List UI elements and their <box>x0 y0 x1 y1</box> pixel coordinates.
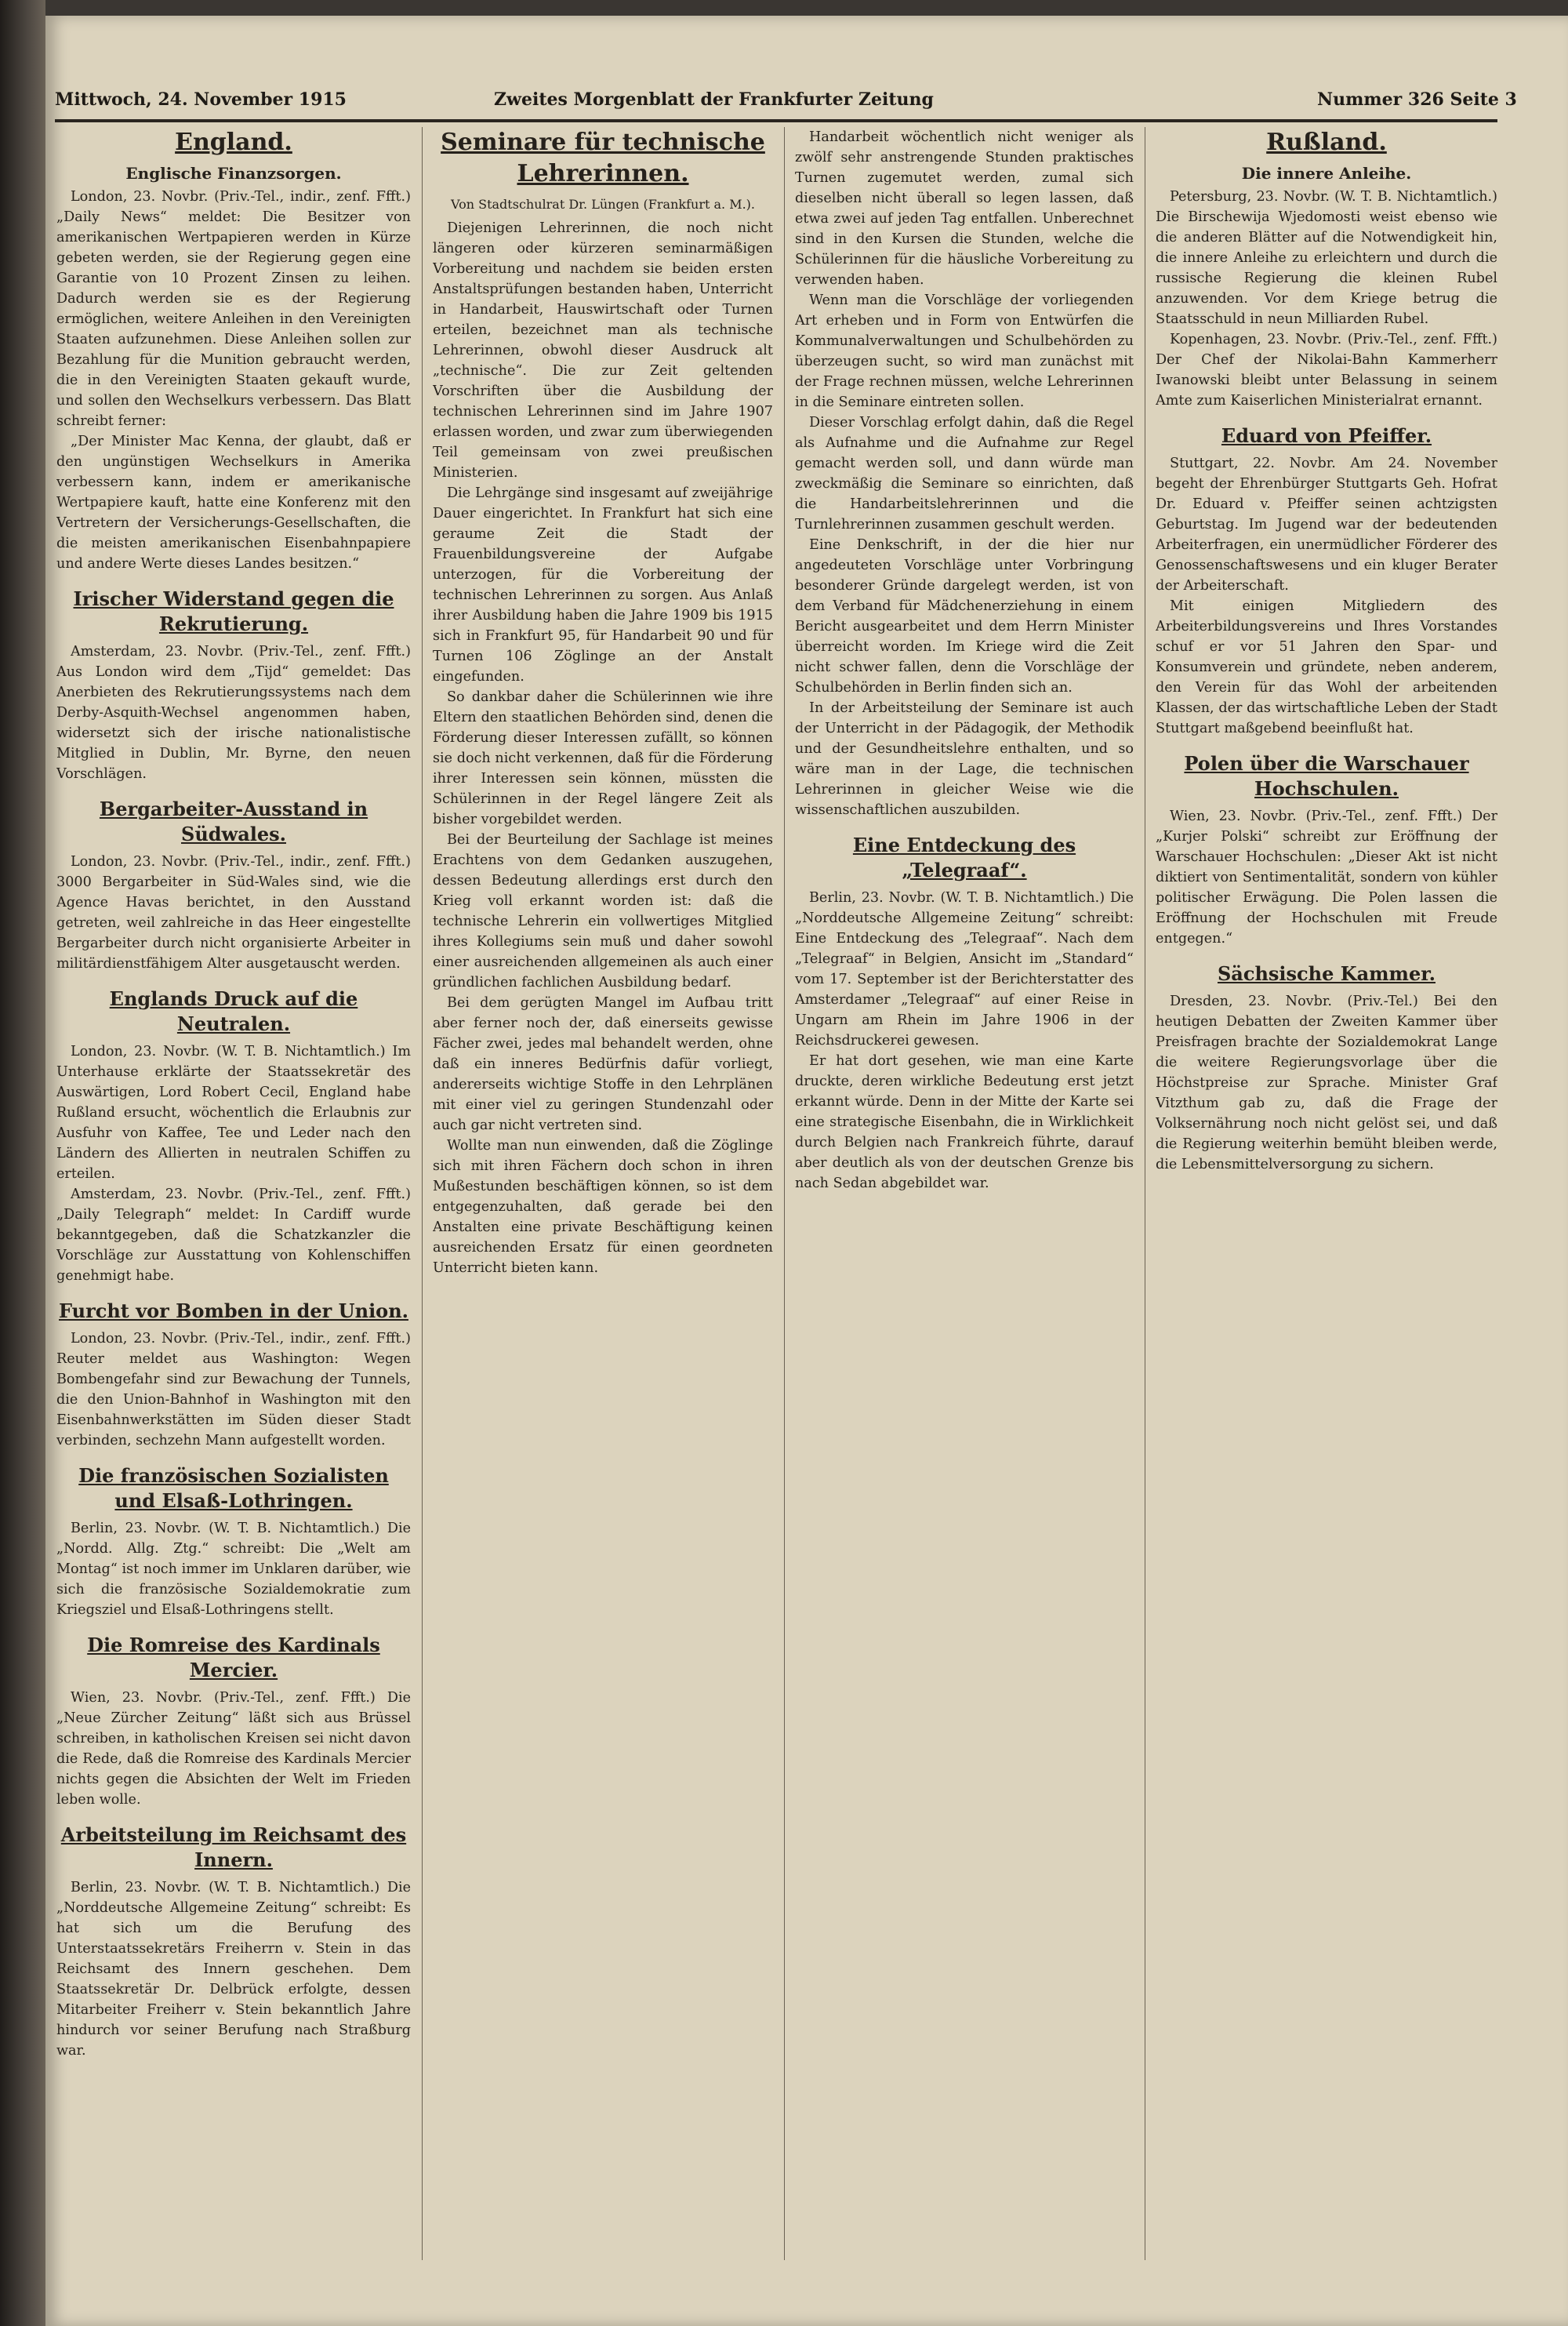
column-seminare <box>433 127 773 2260</box>
article-paragraph: Berlin, 23. Novbr. (W. T. B. Nichtamtlich.) Die „Norddeutsche Allgemeine Zeitung“ schreibt: Es hat sich um die Berufung des Unterstaatssekretärs Freiherrn v. Stein in das Reichsamt des Innern geschehen. Dem Staatssekretär Dr. Delbrück erfolgte, dessen Mitarbeiter Freiherr v. Stein bekanntlich Jahre hindurch vor seiner Berufung nach Straßburg war. <box>56 1880 411 2059</box>
article-title: Die französischen Sozialisten und Elsaß-Lothringen. <box>78 1464 389 1512</box>
article-paragraph: Dresden, 23. Novbr. (Priv.-Tel.) Bei den heutigen Debatten der Zweiten Kammer über Preisfragen brachte der Sozialdemokrat Lange die weitere Regierungsvorlage über die Höchstpreise zur Sprache. Minister Graf Vitzthum gab zu, daß die Frage der Volksernährung noch nicht gelöst sei, und daß die Regierung weiterhin bemüht bleiben werde, die Lebensmittelversorgung zu sichern. <box>1156 994 1497 1172</box>
column-continuation <box>795 127 1134 2260</box>
article-paragraph: Amsterdam, 23. Novbr. (Priv.-Tel., zenf. Ffft.) „Daily Telegraph“ meldet: In Cardiff wurde bekanntgegeben, daß die Schatzkanzler die Vorschläge zur Ausstattung von Kohlenschiffen genehmigt habe. <box>56 1187 411 1284</box>
article-title: Arbeitsteilung im Reichsamt des Innern. <box>60 1823 407 1871</box>
section-heading-england: England. <box>175 129 292 156</box>
article-paragraph: Handarbeit wöchentlich nicht weniger als zwölf sehr anstrengende Stunden praktisches Turnen zugemutet werden, zumal sich dieselben nicht überall so legen lassen, daß etwa zwei auf jeden Tag entfallen. Unberechnet sind in den Kursen die Stunden, welche die Schülerinnen für die häusliche Vorbereitung zu verwenden haben. <box>795 129 1134 288</box>
article-paragraph: Stuttgart, 22. Novbr. Am 24. November begeht der Ehrenbürger Stuttgarts Geh. Hofrat Dr. Eduard v. Pfeiffer seinen achtzigsten Geburtstag. Im Jugend war der bedeutenden Arbeiterfragen, ein unermüdlicher Förderer des Genossenschaftswesens und ein kluger Berater der Arbeiterschaft. <box>1156 456 1497 594</box>
article-title: Eine Entdeckung des „Telegraaf“. <box>852 834 1076 881</box>
article-title: Die Romreise des Kardinals Mercier. <box>87 1634 380 1681</box>
article-paragraph: Er hat dort gesehen, wie man eine Karte druckte, deren wirkliche Bedeutung erst jetzt erkannt würde. Denn in der Mitte der Karte sei eine strategische Eisenbahn, die in Wirklichkeit durch Belgien nach Frankreich führte, darauf aber deutlich als von der deutschen Grenze bis nach Sedan abgebildet war. <box>795 1053 1134 1191</box>
masthead <box>55 78 1517 116</box>
column-divider <box>422 127 423 2260</box>
article-paragraph: Dieser Vorschlag erfolgt dahin, daß die Regel als Aufnahme und die Aufnahme zur Regel gemacht werden soll, und dann würde man zweckmäßig die Seminare so einrichten, daß die Handarbeitslehrerinnen und die Turnlehrerinnen zusammen geschult werden. <box>795 415 1134 532</box>
article-paragraph: London, 23. Novbr. (W. T. B. Nichtamtlich.) Im Unterhause erklärte der Staatssekretär des Auswärtigen, Lord Robert Cecil, England habe Rußland ersucht, wöchentlich die Erlaubnis zur Ausfuhr von Kaffee, Tee und Leder nach den Ländern des Allierten in neutralen Schiffen zu erteilen. <box>56 1044 411 1182</box>
article-title: Bergarbeiter-Ausstand in Südwales. <box>99 798 368 845</box>
article-paragraph: Diejenigen Lehrerinnen, die noch nicht längeren oder kürzeren seminarmäßigen Vorbereitung und nachdem sie beiden ersten Anstaltsprüfungen bestanden haben, Unterricht in Handarbeit, Hauswirtschaft oder Turnen erteilen, bezeichnet man als technische Lehrerinnen, obwohl dieser Ausdruck alt „technische“. Die zur Zeit geltenden Vorschriften über die Ausbildung der technischen Lehrerinnen sind im Jahre 1907 erlassen worden, und zwar zum überwiegenden Teil gemeinsam von zwei preußischen Ministerien. <box>433 220 773 481</box>
article-paragraph: In der Arbeitsteilung der Seminare ist auch der Unterricht in der Pädagogik, der Methodik und der Gesundheitslehre enthalten, und so wäre man in der Lage, die technischen Lehrerinnen in gleicher Weise wie die wissenschaftlichen auszubilden. <box>795 700 1134 818</box>
masthead-number: Nummer 326 Seite 3 <box>1317 89 1517 110</box>
article-title: Eduard von Pfeiffer. <box>1221 424 1432 447</box>
article-paragraph: „Der Minister Mac Kenna, der glaubt, daß er den ungünstigen Wechselkurs in Amerika verbessern kann, indem er amerikanische Wertpapiere kauft, hatte eine Konferenz mit den Vertretern der Versicherungs-Gesellschaften, die die meisten amerikanischen Eisenbahnpapiere und andere Werte dieses Landes besitzen.“ <box>56 434 411 572</box>
column-divider <box>784 127 785 2260</box>
article-paragraph: Wollte man nun einwenden, daß die Zöglinge sich mit ihren Fächern doch schon in ihren Mußestunden beschäftigen können, so ist dem entgegenzuhalten, daß gerade bei den Anstalten eine private Beschäftigung keinen ausreichenden Ersatz für einen geordneten Unterricht bieten kann. <box>433 1138 773 1276</box>
article-paragraph: London, 23. Novbr. (Priv.-Tel., indir., zenf. Ffft.) „Daily News“ meldet: Die Besitzer von amerikanischen Wertpapieren werden in Kürze gebeten werden, sie der Regierung gegen eine Garantie von 10 Prozent Zinsen zu leihen. Dadurch werden sie es der Regierung ermöglichen, weitere Anleihen in den Vereinigten Staaten aufzunehmen. Diese Anleihen sollen zur Bezahlung für die Munition gebraucht werden, die in den Vereinigten Staaten gekauft wurde, und sollen den Wechselkurs verbessern. Das Blatt schreibt ferner: <box>56 189 411 429</box>
section-heading-russland: Rußland. <box>1266 129 1387 156</box>
article-title: Furcht vor Bomben in der Union. <box>59 1299 408 1322</box>
article-paragraph: Wien, 23. Novbr. (Priv.-Tel., zenf. Ffft.) Der „Kurjer Polski“ schreibt zur Eröffnung der Warschauer Hochschulen: „Dieser Akt ist nicht diktiert von Sentimentalität, sondern von kühler politischer Erwägung. Die Polen lassen die Eröffnung der Hochschulen mit Freude entgegen.“ <box>1156 809 1497 947</box>
article-paragraph: Berlin, 23. Novbr. (W. T. B. Nichtamtlich.) Die „Nordd. Allg. Ztg.“ schreibt: Die „Welt am Montag“ ist noch immer im Unklaren darüber, wie sich die französische Sozialdemokratie zum Kriegsziel und Elsaß-Lothringens stellt. <box>56 1521 411 1618</box>
article-heading-seminare: Seminare für technische Lehrerinnen. <box>441 129 765 187</box>
article-paragraph: London, 23. Novbr. (Priv.-Tel., indir., zenf. Ffft.) 3000 Bergarbeiter in Süd-Wales sind, wie die Agence Havas berichtet, in den Ausstand getreten, weil zahlreiche in das Heer eingestellte Bergarbeiter durch nicht organisierte Arbeiter in militärdienstfähigem Alter ausgetauscht werden. <box>56 854 411 972</box>
article-paragraph: Wien, 23. Novbr. (Priv.-Tel., zenf. Ffft.) Die „Neue Zürcher Zeitung“ läßt sich aus Brüssel schreiben, in katholischen Kreisen sei nicht davon die Rede, daß die Romreise des Kardinals Mercier nichts gegen die Absichten der Welt im Frieden leben wolle. <box>56 1690 411 1808</box>
article-paragraph: Die Lehrgänge sind insgesamt auf zweijährige Dauer eingerichtet. In Frankfurt hat sich eine geraume Zeit die Stadt der Frauenbildungsvereine der Aufgabe unterzogen, für die Vorbereitung der technischen Lehrerinnen zu sorgen. Aus Anlaß ihrer Ausbildung haben die Jahre 1909 bis 1915 sich in Frankfurt 95, für Handarbeit 90 und für Turnen 106 Zöglinge an der Anstalt eingefunden. <box>433 485 773 685</box>
column-england <box>56 127 411 2260</box>
book-spine <box>0 0 45 2326</box>
article-title: Die innere Anleihe. <box>1241 164 1412 183</box>
article-paragraph: Amsterdam, 23. Novbr. (Priv.-Tel., zenf. Ffft.) Aus London wird dem „Tijd“ gemeldet: Das Anerbieten des Rekrutierungssystems nach dem Derby-Asquith-Wechsel angenommen haben, widersetzt sich der irische nationalistische Mitglied in Dublin, Mr. Byrne, den neuen Vorschlägen. <box>56 644 411 782</box>
masthead-date: Mittwoch, 24. November 1915 <box>55 89 347 110</box>
article-paragraph: Berlin, 23. Novbr. (W. T. B. Nichtamtlich.) Die „Norddeutsche Allgemeine Zeitung“ schreibt: Eine Entdeckung des „Telegraaf“. Nach dem „Telegraaf“ in Belgien, Ansicht im „Standard“ vom 17. September ist der Berichterstatter des Amsterdamer „Telegraaf“ auf einer Reise in Ungarn am Rhein im Jahre 1906 in der Reichsdruckerei gewesen. <box>795 890 1134 1049</box>
article-title: Polen über die Warschauer Hochschulen. <box>1184 752 1469 800</box>
masthead-rule <box>55 119 1497 122</box>
article-paragraph: London, 23. Novbr. (Priv.-Tel., indir., zenf. Ffft.) Reuter meldet aus Washington: Wegen Bombengefahr sind zur Bewachung der Tunnels, die den Union-Bahnhof in Washington mit den Eisenbahnwerkstätten im Süden dieser Stadt verbinden, sechzehn Mann aufgestellt worden. <box>56 1331 411 1448</box>
article-paragraph: Petersburg, 23. Novbr. (W. T. B. Nichtamtlich.) Die Birschewija Wjedomosti weist ebenso wie die anderen Blätter auf die Notwendigkeit hin, die innere Anleihe zu erleichtern und durch die russische Regierung die kleinen Rubel anzuwenden. Vor dem Kriege betrug die Staatsschuld in neun Milliarden Rubel. <box>1156 189 1497 327</box>
column-russland <box>1156 127 1497 2260</box>
article-paragraph: Kopenhagen, 23. Novbr. (Priv.-Tel., zenf. Ffft.) Der Chef der Nikolai-Bahn Kammerherr Iwanowski bleibt unter Belassung in seinem Amte zum Kaiserlichen Ministerialrat ernannt. <box>1156 332 1497 409</box>
article-title: Irischer Widerstand gegen die Rekrutierung. <box>73 587 394 635</box>
article-title: Englische Finanzsorgen. <box>125 164 342 183</box>
byline: Von Stadtschulrat Dr. Lüngen (Frankfurt a. M.). <box>451 197 755 212</box>
article-paragraph: So dankbar daher die Schülerinnen wie ihre Eltern den staatlichen Behörden sind, denen die Förderung dieser Interessen zufällt, so können sie doch nicht verkennen, daß für die Förderung ihrer Interessen sein können, müssten die Schülerinnen in der Regel längere Zeit als bisher vorgebildet werden. <box>433 689 773 827</box>
article-title: Englands Druck auf die Neutralen. <box>109 987 358 1035</box>
article-paragraph: Mit einigen Mitgliedern des Arbeiterbildungsvereins und Ihres Vorstandes schuf er vor 51 Jahren den Spar- und Konsumverein und gründete, neben anderem, den Verein für das Wohl der arbeitenden Klassen, der das wirtschaftliche Leben der Stadt Stuttgart maßgebend beeinflußt hat. <box>1156 598 1497 736</box>
article-paragraph: Eine Denkschrift, in der die hier nur angedeuteten Vorschläge unter Vorbringung besonderer Gründe dargelegt werden, ist von dem Verband für Mädchenerziehung in einem Bericht ausgearbeitet und dem Herrn Minister überreicht worden. Im Kriege wird die Zeit nicht schwer fallen, denn die Vorschläge der Schulbehörden in Berlin finden sich an. <box>795 537 1134 696</box>
masthead-edition: Zweites Morgenblatt der Frankfurter Zeitung <box>494 89 934 110</box>
article-paragraph: Bei der Beurteilung der Sachlage ist meines Erachtens von dem Gedanken auszugehen, dessen Bedeutung allerdings erst durch den Krieg voll erkannt worden ist: daß die technische Lehrerin ein vollwertiges Mitglied ihres Kollegiums sein muß und daher sowohl einer ausreichenden allgemeinen als auch einer gründlichen fachlichen Ausbildung bedarf. <box>433 832 773 990</box>
article-paragraph: Bei dem gerügten Mangel im Aufbau tritt aber ferner noch der, daß einerseits gewisse Fächer zwei, jedes mal behandelt werden, ohne daß ein inneres Bedürfnis dafür vorliegt, andererseits wichtige Stoffe in den Lehrplänen mit einer viel zu geringen Stundenzahl oder auch gar nicht vertreten sind. <box>433 995 773 1133</box>
article-title: Sächsische Kammer. <box>1217 962 1436 985</box>
article-paragraph: Wenn man die Vorschläge der vorliegenden Art erheben und in Form von Entwürfen die Kommunalverwaltungen und Schulbehörden zu überzeugen sucht, so wird man zunächst mit der Frage rechnen müssen, welche Lehrerinnen in die Seminare eintreten sollen. <box>795 293 1134 410</box>
